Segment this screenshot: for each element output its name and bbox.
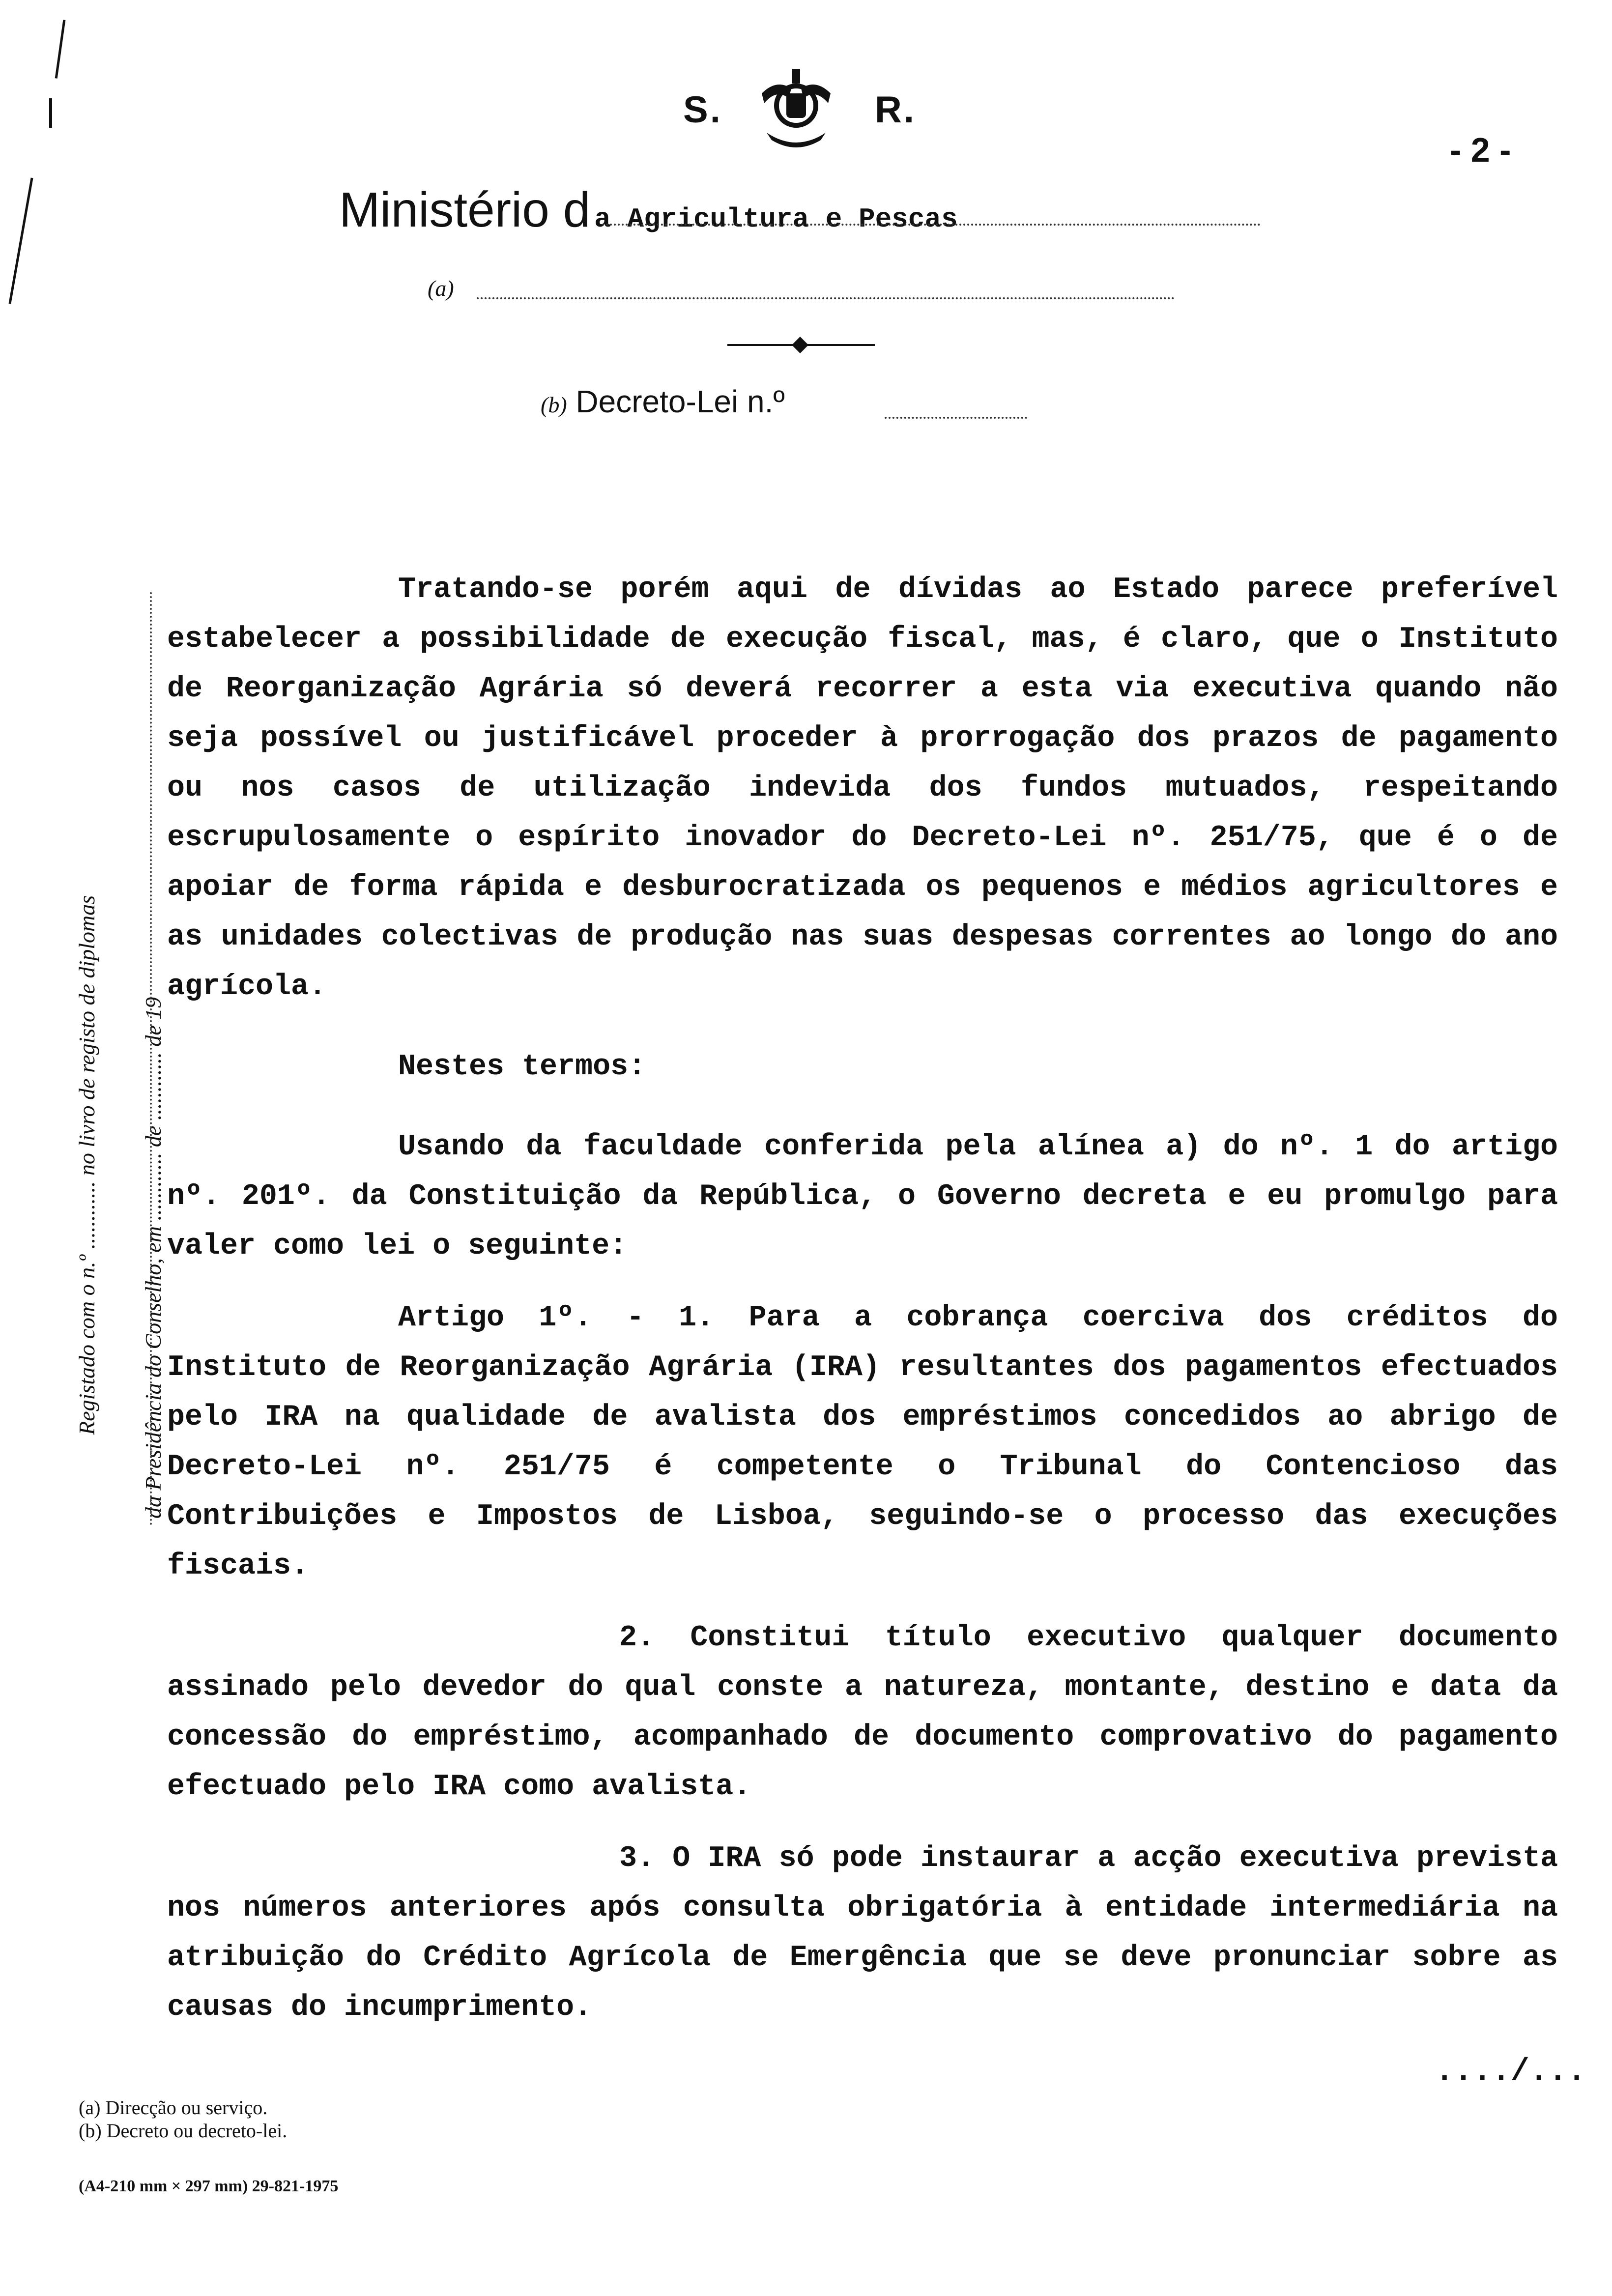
decreto-label: Decreto-Lei n.º [576, 384, 785, 419]
paragraph-intro: Tratando-se porém aqui de dívidas ao Estado parece preferível estabelecer a possibilidade de execução fiscal, mas, é claro, que o Instituto de Reorganização Agrária só deverá recorrer a esta via executiva quando não seja possível ou justificável proceder à prorrogação dos prazos de pagamento ou nos casos de utilização indevida dos fundos mutuados, respeitando escrupulosamente o espírito inovador do Decreto-Lei nº. 251/75, que é o de apoiar de forma rápida e desburocratizada os pequenos e médios agricultores e as unidades colectivas de produção nas suas despesas correntes ao longo do ano agrícola. [167, 573, 1558, 1004]
pen-mark [8, 178, 33, 304]
footnote-b: (b) Decreto ou decreto-lei. [79, 2120, 288, 2142]
paragraph-nestes-termos: Nestes termos: [398, 1050, 646, 1084]
header-r-letter: R. [875, 89, 916, 131]
decreto-lei-field [541, 383, 785, 420]
pen-mark [49, 98, 52, 128]
page-number: - 2 - [1450, 131, 1511, 169]
separator-diamond-icon [792, 337, 808, 353]
ministry-prefix: Ministério d [339, 182, 591, 237]
ministry-name: a Agricultura e Pescas [594, 203, 958, 235]
continuation-mark: ..../... [1435, 2054, 1586, 2090]
footnote-a: (a) Direcção ou serviço. [79, 2096, 268, 2119]
ministry-title [339, 182, 958, 238]
field-a-dotted-line [477, 297, 1175, 299]
pen-mark [55, 20, 66, 79]
decreto-dotted-line [885, 417, 1027, 419]
paragraph-article-1-n3: 3. O IRA só pode instaurar a acção executiva prevista nos números anteriores após consulta obrigatória à entidade intermediária na atribuição do Crédito Agrícola de Emergência que se deve pronunciar sobre as causas do incumprimento. [167, 1842, 1558, 2024]
paragraph-enacting-clause: Usando da faculdade conferida pela alínea a) do nº. 1 do artigo nº. 201º. da Constituição da República, o Governo decreta e eu promulgo para valer como lei o seguinte: [167, 1130, 1558, 1263]
decreto-b-marker: (b) [541, 392, 567, 417]
paragraph-article-1-n1: Artigo 1º. - 1. Para a cobrança coerciva dos créditos do Instituto de Reorganização Agrária (IRA) resultantes dos pagamentos efectuados pelo IRA na qualidade de avalista dos empréstimos concedidos ao abrigo de Decreto-Lei nº. 251/75 é competente o Tribunal do Contencioso das Contribuições e Impostos de Lisboa, seguindo-se o processo das execuções fiscais. [167, 1301, 1558, 1583]
margin-presidency-note: da Presidência do Conselho, em ............ de ............ de 19 [141, 997, 166, 1519]
republic-emblem-icon [747, 59, 845, 157]
margin-registration-note: Registado com o n.º ............ no livro de registo de diplomas [74, 895, 99, 1435]
margin-dotted-rule [150, 592, 154, 1526]
ministry-dotted-line [602, 224, 1261, 226]
header-s-letter: S. [683, 89, 722, 131]
document-body [167, 565, 1558, 2033]
form-reference: (A4-210 mm × 297 mm) 29-821-1975 [79, 2177, 339, 2195]
field-a-label: (a) [428, 276, 454, 301]
paragraph-article-1-n2: 2. Constitui título executivo qualquer documento assinado pelo devedor do qual conste a natureza, montante, destino e data da concessão do empréstimo, acompanhado de documento comprovativo do pagamento efectuado pelo IRA como avalista. [167, 1621, 1558, 1804]
